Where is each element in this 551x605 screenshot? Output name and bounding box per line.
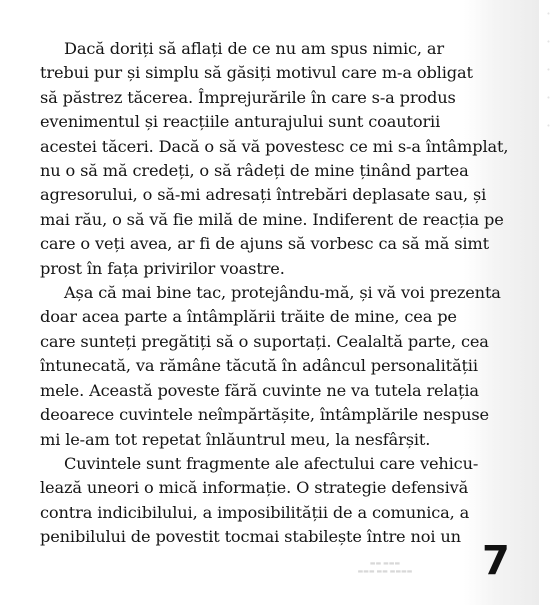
text-line: acestei tăceri. Dacă o să vă povestesc ce mi s-a întâmplat,: [40, 136, 509, 156]
text-line: întunecată, va rămâne tăcută în adâncul personalității: [40, 356, 478, 376]
page-number: 7: [482, 538, 510, 584]
text-line: să păstrez tăcerea. Împrejurările în care s-a produs: [40, 87, 456, 107]
paragraph-3: [40, 452, 490, 550]
paragraph-1: [40, 37, 509, 281]
text-line: nu o să mă credeți, o să râdeți de mine ținând partea: [40, 161, 469, 181]
text-line: evenimentul și reacțiile anturajului sunt coautorii: [40, 112, 441, 132]
body-text: [40, 37, 509, 550]
text-line: mele. Această poveste fără cuvinte ne va tutela relația: [40, 380, 479, 400]
text-line: contra indicibilului, a imposibilității de a comunica, a: [40, 502, 470, 522]
text-line: care sunteți pregătiți să o suportați. Cealaltă parte, cea: [40, 331, 489, 351]
text-line: trebui pur și simplu să găsiți motivul care m-a obligat: [40, 63, 473, 83]
text-line: agresorului, o să-mi adresați întrebări deplasate sau, și: [40, 185, 487, 205]
text-line: lează uneori o mică informație. O strategie defensivă: [40, 478, 469, 498]
text-line: prost în fața privirilor voastre.: [40, 258, 285, 278]
text-line: Așa că mai bine tac, protejându-mă, și vă voi prezenta: [64, 283, 501, 303]
reverse-side-bleed-through: · · · · ·: [545, 4, 551, 135]
text-line: doar acea parte a întâmplării trăite de mine, cea pe: [40, 307, 457, 327]
text-line: mi le-am tot repetat înlăuntrul meu, la nesfârșit.: [40, 429, 431, 449]
paragraph-2: [40, 281, 501, 452]
text-line: deoarece cuvintele neîmpărtășite, întâmplările nespuse: [40, 405, 489, 425]
text-line: mai rău, o să vă fie milă de mine. Indiferent de reacția pe: [40, 209, 504, 229]
reverse-side-footer-ghost: ▬▬▬ ▬▬ ▬▬▬▬ ▬▬ ▬▬▬: [357, 560, 413, 575]
text-line: penibilului de povestit tocmai stabilește între noi un: [40, 527, 461, 547]
text-line: Cuvintele sunt fragmente ale afectului care vehicu-: [64, 453, 479, 473]
text-line: care o veți avea, ar fi de ajuns să vorbesc ca să mă simt: [40, 234, 489, 254]
text-line: Dacă doriți să aflați de ce nu am spus nimic, ar: [64, 39, 444, 58]
